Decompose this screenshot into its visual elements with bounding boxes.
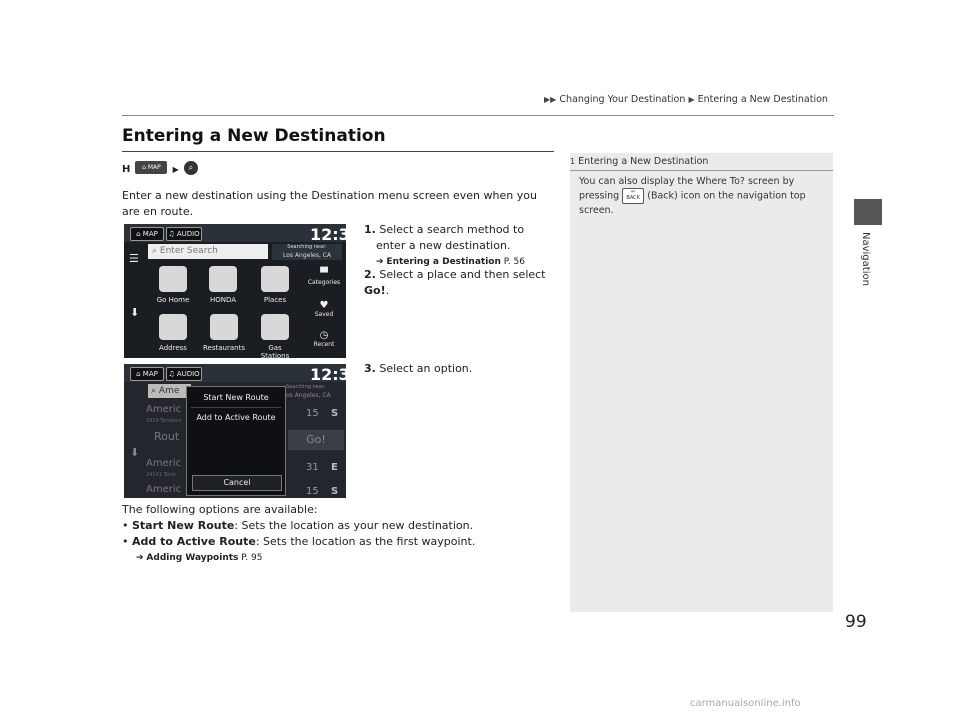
note-number-icon: 1 bbox=[570, 157, 576, 166]
pin-icon bbox=[261, 266, 289, 292]
home-icon bbox=[159, 266, 187, 292]
tile-gas-stations[interactable]: Gas Stations bbox=[253, 314, 297, 358]
saved-button[interactable]: ♥ Saved bbox=[306, 300, 342, 318]
search-input[interactable]: ⌕ Enter Search bbox=[148, 244, 268, 259]
tile-restaurants[interactable]: Restaurants bbox=[202, 314, 246, 358]
clock: 12:34 bbox=[310, 225, 361, 244]
sidebar-rule bbox=[570, 170, 833, 171]
result-direction: E bbox=[331, 462, 338, 473]
restaurant-icon bbox=[210, 314, 238, 340]
result-address: 24141 Torre bbox=[146, 472, 176, 478]
option-name: Start New Route bbox=[132, 519, 235, 532]
breadcrumb-part1[interactable]: Changing Your Destination bbox=[559, 94, 686, 105]
start-new-route-option[interactable]: Start New Route bbox=[203, 393, 269, 402]
clock-icon: ◷ bbox=[319, 330, 329, 341]
menu-icon[interactable]: ☰ bbox=[129, 252, 139, 265]
options-section bbox=[122, 502, 562, 566]
option-add-to-active-route bbox=[122, 534, 562, 550]
divider bbox=[191, 407, 281, 408]
step-1-number: 1. bbox=[364, 223, 376, 236]
result-name: Americ bbox=[146, 458, 182, 469]
add-to-active-route-option[interactable]: Add to Active Route bbox=[196, 413, 276, 422]
page-title: Entering a New Destination bbox=[122, 126, 386, 146]
gas-pump-icon bbox=[261, 314, 289, 340]
tile-honda[interactable]: HONDA bbox=[201, 266, 245, 310]
sidebar-notes bbox=[570, 153, 833, 612]
scroll-down-icon[interactable]: ⬇ bbox=[130, 446, 140, 459]
result-name: Americ bbox=[146, 484, 182, 495]
result-distance: 15 bbox=[306, 486, 319, 497]
title-rule bbox=[122, 151, 554, 152]
breadcrumb-arrow-icon: ▶ bbox=[688, 95, 695, 104]
address-icon bbox=[159, 314, 187, 340]
result-distance: 31 bbox=[306, 462, 319, 473]
map-button[interactable]: ⌂ MAP bbox=[130, 367, 164, 381]
recent-button[interactable]: ◷ Recent bbox=[306, 330, 342, 348]
home-map-button-icon: ⌂ MAP bbox=[135, 161, 167, 174]
sidebar-text: You can also display the Where To? screen by pressing ↩ BACK (Back) icon on the navigation top screen. bbox=[579, 176, 806, 216]
bullet: • bbox=[122, 535, 129, 548]
honda-logo-icon bbox=[209, 266, 237, 292]
search-icon: ⌕ bbox=[184, 161, 198, 175]
result-address: 1919 Torrance bbox=[146, 418, 182, 424]
h-icon: H bbox=[122, 164, 131, 175]
tile-address[interactable]: Address bbox=[151, 314, 195, 358]
step-2: 2. Select a place and then select Go!. bbox=[364, 268, 546, 297]
breadcrumb bbox=[544, 94, 828, 105]
screenshot-destination-menu bbox=[124, 224, 361, 360]
result-direction: S bbox=[331, 486, 339, 497]
tile-go-home[interactable]: Go Home bbox=[151, 266, 195, 310]
sidebar-heading: 1 Entering a New Destination bbox=[570, 156, 709, 167]
footer-watermark: carmanualsonline.info bbox=[690, 698, 801, 709]
route-options-popup bbox=[186, 386, 286, 496]
cancel-button[interactable]: Cancel bbox=[192, 475, 282, 491]
nav-path bbox=[122, 157, 198, 176]
result-distance: 15 bbox=[306, 408, 319, 419]
result-direction: S bbox=[331, 408, 339, 419]
section-tab bbox=[854, 199, 882, 225]
bullet: • bbox=[122, 519, 129, 532]
ref-arrow-icon: ➔ bbox=[376, 257, 384, 267]
heart-icon: ♥ bbox=[319, 300, 329, 311]
option-desc: : Sets the location as your new destination. bbox=[234, 519, 474, 532]
categories-icon: ▀ bbox=[320, 268, 328, 279]
clock: 12:34 bbox=[310, 365, 361, 384]
map-button[interactable]: ⌂ MAP bbox=[130, 227, 164, 241]
step-1-ref[interactable]: ➔ Entering a Destination P. 56 bbox=[376, 257, 525, 267]
scroll-down-icon[interactable]: ⬇ bbox=[130, 306, 140, 319]
result-name: Americ bbox=[146, 404, 182, 415]
audio-button[interactable]: ♫ AUDIO bbox=[166, 367, 202, 381]
breadcrumb-arrow-icon: ▶▶ bbox=[544, 95, 557, 104]
go-label: Go! bbox=[364, 284, 386, 297]
back-icon: ↩ BACK bbox=[622, 188, 644, 204]
step-1 bbox=[364, 222, 556, 270]
search-input[interactable]: ⌕ Ame bbox=[148, 384, 191, 398]
page-number: 99 bbox=[845, 612, 867, 632]
route-button: Rout bbox=[154, 430, 180, 443]
categories-button[interactable]: ▀ Categories bbox=[307, 268, 341, 286]
adding-waypoints-ref[interactable]: ➔ Adding Waypoints P. 95 bbox=[136, 553, 263, 563]
option-desc: : Sets the location as the first waypoint. bbox=[255, 535, 476, 548]
tile-places[interactable]: Places bbox=[253, 266, 297, 310]
audio-button[interactable]: ♫ AUDIO bbox=[166, 227, 202, 241]
searching-near: Searching near: os Angeles, CA bbox=[286, 384, 331, 399]
searching-near[interactable]: Searching near: Los Angeles, CA bbox=[272, 244, 342, 260]
step-1-text: Select a search method to enter a new destination. bbox=[376, 223, 525, 252]
screenshot-route-options bbox=[124, 364, 361, 498]
intro-text: Enter a new destination using the Destination menu screen even when you are en route. bbox=[122, 189, 537, 218]
arrow-right-icon: ▶ bbox=[172, 165, 179, 174]
breadcrumb-part2[interactable]: Entering a New Destination bbox=[697, 94, 828, 105]
options-intro: The following options are available: bbox=[122, 503, 318, 516]
section-tab-label: Navigation bbox=[860, 232, 871, 286]
header-rule bbox=[122, 115, 834, 116]
option-name: Add to Active Route bbox=[132, 535, 256, 548]
option-start-new-route bbox=[122, 518, 562, 534]
ref-arrow-icon: ➔ bbox=[136, 553, 144, 563]
step-3: 3. Select an option. bbox=[364, 362, 473, 375]
go-button: Go! bbox=[288, 430, 344, 450]
